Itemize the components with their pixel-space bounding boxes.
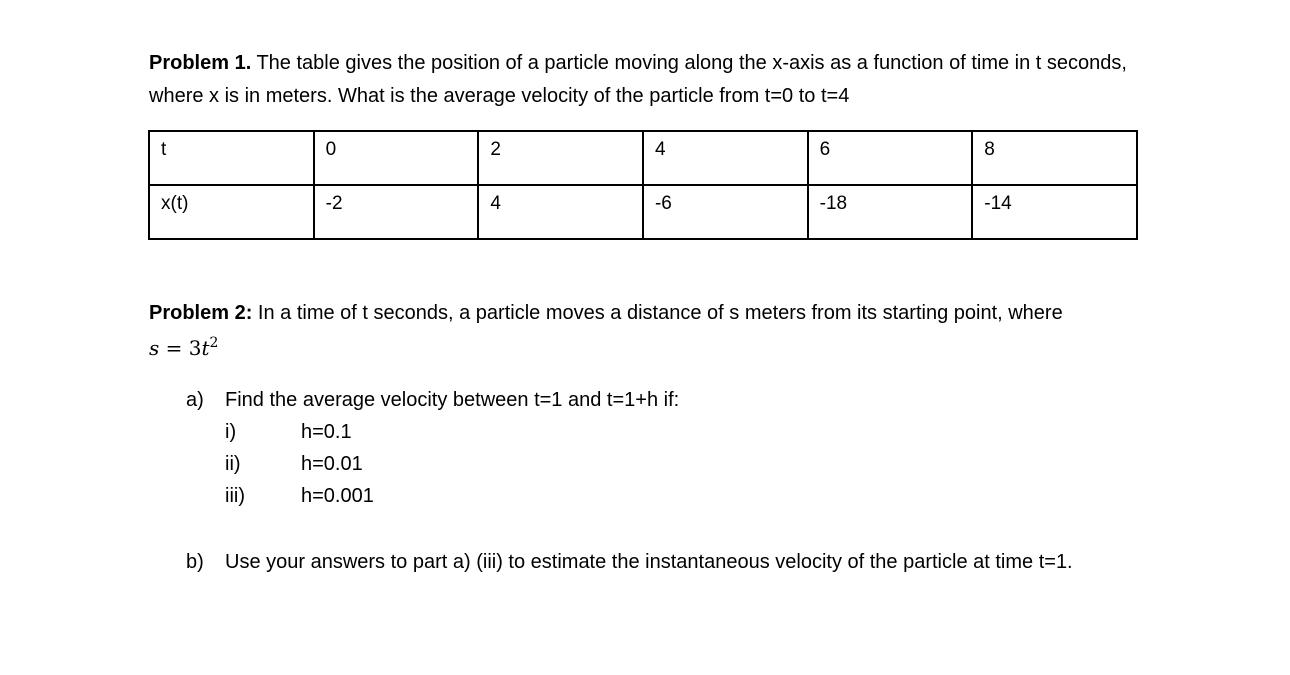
table-cell: -6 (643, 185, 808, 239)
table-cell: 4 (478, 185, 643, 239)
table-row (149, 131, 1137, 185)
item-value: h=0.001 (301, 485, 374, 507)
formula-coefficient: 3 (188, 336, 202, 360)
list-item (225, 416, 679, 448)
problem-2-text: In a time of t seconds, a particle moves a distance of s meters from its starting point, where (252, 302, 1063, 324)
item-value: h=0.1 (301, 421, 352, 443)
item-value: h=0.01 (301, 453, 363, 475)
problem-2-heading: Problem 2: (149, 302, 253, 324)
part-a-text: Find the average velocity between t=1 and t=1+h if: (225, 389, 680, 411)
part-a-label: a) (186, 389, 204, 411)
table-cell: 2 (478, 131, 643, 185)
part-b-text: Use your answers to part a) (iii) to estimate the instantaneous velocity of the particle at time t=1. (225, 551, 1073, 573)
table-cell: 8 (972, 131, 1137, 185)
item-label: ii) (225, 453, 241, 475)
table-cell: -2 (314, 185, 479, 239)
part-a-items (225, 416, 679, 512)
table-cell: -18 (808, 185, 973, 239)
part-a (186, 384, 679, 512)
table-row (149, 185, 1137, 239)
problem-1-text: The table gives the position of a particle moving along the x-axis as a function of time in t seconds, where x is in meters. What is the average velocity of the particle from t=0 to t=4 (149, 52, 1127, 107)
table-cell: 4 (643, 131, 808, 185)
formula-lhs: s (149, 336, 160, 360)
part-a-question (186, 384, 679, 416)
table-cell: x(t) (149, 185, 314, 239)
problem-1 (149, 47, 1129, 113)
table-cell: t (149, 131, 314, 185)
list-item (225, 448, 679, 480)
item-label: i) (225, 421, 237, 443)
formula-variable: t (201, 336, 210, 360)
formula (149, 328, 1149, 363)
part-b-question (186, 546, 1126, 578)
part-b-label: b) (186, 551, 204, 573)
problem-1-heading: Problem 1. (149, 52, 252, 74)
table-cell: -14 (972, 185, 1137, 239)
table-cell: 0 (314, 131, 479, 185)
table-cell: 6 (808, 131, 973, 185)
position-table (148, 130, 1138, 240)
part-b (186, 546, 1126, 578)
formula-exponent: 2 (209, 335, 219, 351)
problem-2-statement (149, 298, 1149, 328)
item-label: iii) (225, 485, 245, 507)
formula-equals: = (159, 336, 189, 360)
list-item (225, 480, 679, 512)
problem-2 (149, 298, 1149, 363)
